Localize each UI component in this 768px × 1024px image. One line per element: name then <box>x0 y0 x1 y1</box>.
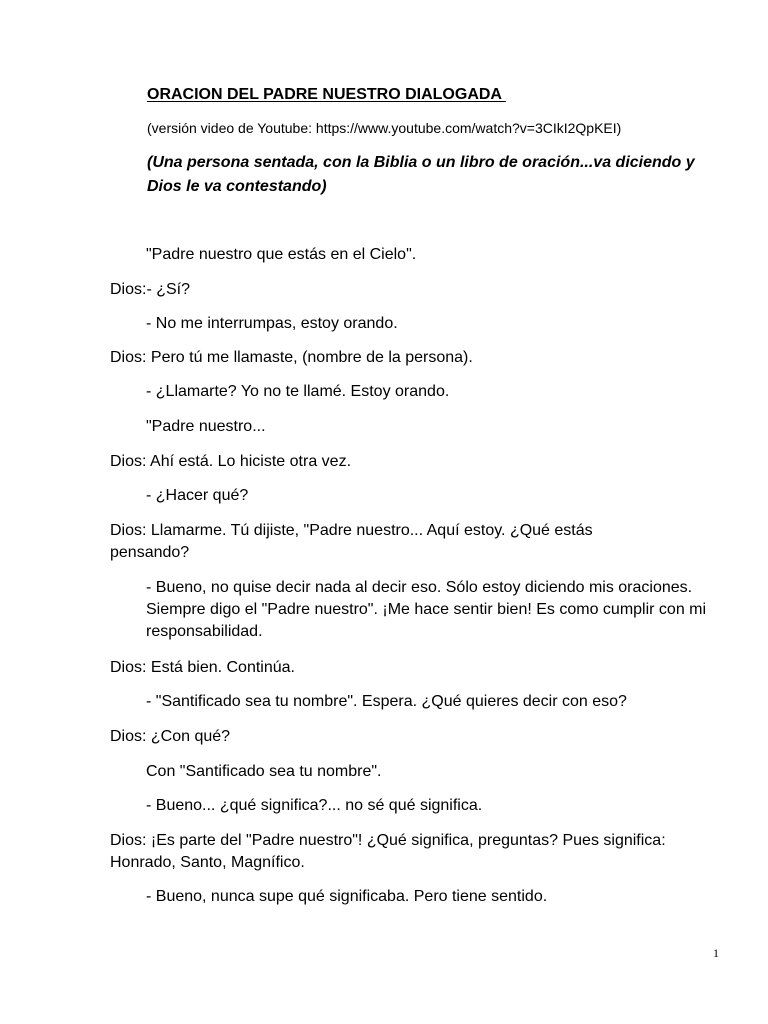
dialogue-line: Dios: ¿Con qué? <box>110 728 231 745</box>
dialogue-line: - No me interrumpas, estoy orando. <box>146 315 398 332</box>
dialogue-line: Dios: ¡Es parte del "Padre nuestro"! ¿Qué significa, preguntas? Pues significa: Honrado, Santo, Magnífico. <box>110 832 666 871</box>
dialogue-line: Dios: Llamarme. Tú dijiste, "Padre nuestro... Aquí estoy. ¿Qué estás pensando? <box>110 522 593 561</box>
dialogue-line: "Padre nuestro... <box>146 418 266 435</box>
dialogue-line: "Padre nuestro que estás en el Cielo". <box>146 246 417 263</box>
dialogue-line: Dios: Ahí está. Lo hiciste otra vez. <box>110 453 352 470</box>
dialogue-line: Dios: Pero tú me llamaste, (nombre de la persona). <box>110 349 473 366</box>
page-number: 1 <box>713 946 719 960</box>
dialogue-line: Con "Santificado sea tu nombre". <box>146 763 382 780</box>
dialogue-line: - Bueno, nunca supe qué significaba. Pero tiene sentido. <box>146 888 548 905</box>
dialogue-line: - Bueno... ¿qué significa?... no sé qué significa. <box>146 797 483 814</box>
dialogue-line: Dios: Está bien. Continúa. <box>110 659 295 676</box>
source-note: (versión video de Youtube: https://www.youtube.com/watch?v=3CIkI2QpKEI) <box>147 120 622 136</box>
document-title: ORACION DEL PADRE NUESTRO DIALOGADA <box>147 86 506 103</box>
dialogue-line: - ¿Llamarte? Yo no te llamé. Estoy orando. <box>146 383 450 400</box>
dialogue-line: Dios:- ¿Sí? <box>110 281 191 298</box>
dialogue-line: - ¿Hacer qué? <box>146 487 249 504</box>
dialogue-line: - "Santificado sea tu nombre". Espera. ¿Qué quieres decir con eso? <box>146 693 627 710</box>
intro-stage-direction: (Una persona sentada, con la Biblia o un libro de oración...va diciendo y Dios le va contestando) <box>147 154 695 195</box>
dialogue-line: - Bueno, no quise decir nada al decir eso. Sólo estoy diciendo mis oraciones. Siempre digo el "Padre nuestro". ¡Me hace sentir bien! Es como cumplir con mi responsabilidad. <box>146 579 707 640</box>
